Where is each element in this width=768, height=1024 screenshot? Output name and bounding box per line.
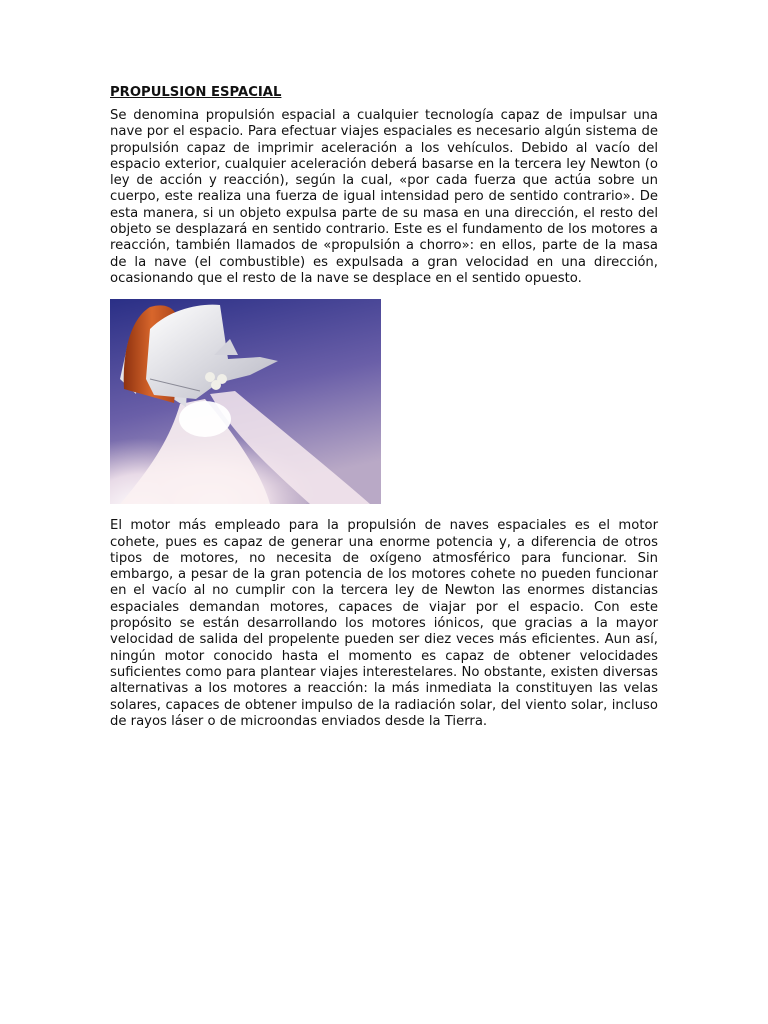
paragraph-intro: Se denomina propulsión espacial a cualquier tecnología capaz de impulsar una nave por el espacio. Para efectuar viajes espaciales es necesario algún sistema de propulsión capaz de imprimir aceleración a los vehículos. Debido al vacío del espacio exterior, cualquier aceleración deberá basarse en la tercera ley Newton (o ley de acción y reacción), según la cual, «por cada fuerza que actúa sobre un cuerpo, este realiza una fuerza de igual intensidad pero de sentido contrario». De esta manera, si un objeto expulsa parte de su masa en una dirección, el resto del objeto se desplazará en sentido contrario. Este es el fundamento de los motores a reacción, también llamados de «propulsión a chorro»: en ellos, parte de la masa de la nave (el combustible) es expulsada a gran velocidad en una dirección, ocasionando que el resto de la nave se desplace en el sentido opuesto. — [110, 108, 658, 286]
document-page — [110, 84, 658, 730]
paragraph-motors: El motor más empleado para la propulsión de naves espaciales es el motor cohete, pues es capaz de generar una enorme potencia y, a diferencia de otros tipos de motores, no necesita de oxígeno atmosférico para funcionar. Sin embargo, a pesar de la gran potencia de los motores cohete no pueden funcionar en el vacío al no cumplir con la tercera ley de Newton las enormes distancias espaciales demandan motores, capaces de viajar por el espacio. Con este propósito se están desarrollando los motores iónicos, que gracias a la mayor velocidad de salida del propelente pueden ser diez veces más eficientes. Aun así, ningún motor conocido hasta el momento es capaz de obtener velocidades suficientes como para plantear viajes interestelares. No obstante, existen diversas alternativas a los motores a reacción: la más inmediata la constituyen las velas solares, capaces de obtener impulso de la radiación solar, del viento solar, incluso de rayos láser o de microondas enviados desde la Tierra. — [110, 518, 658, 729]
document-title: PROPULSION ESPACIAL — [110, 85, 282, 100]
space-shuttle-launch-photo — [110, 299, 381, 504]
